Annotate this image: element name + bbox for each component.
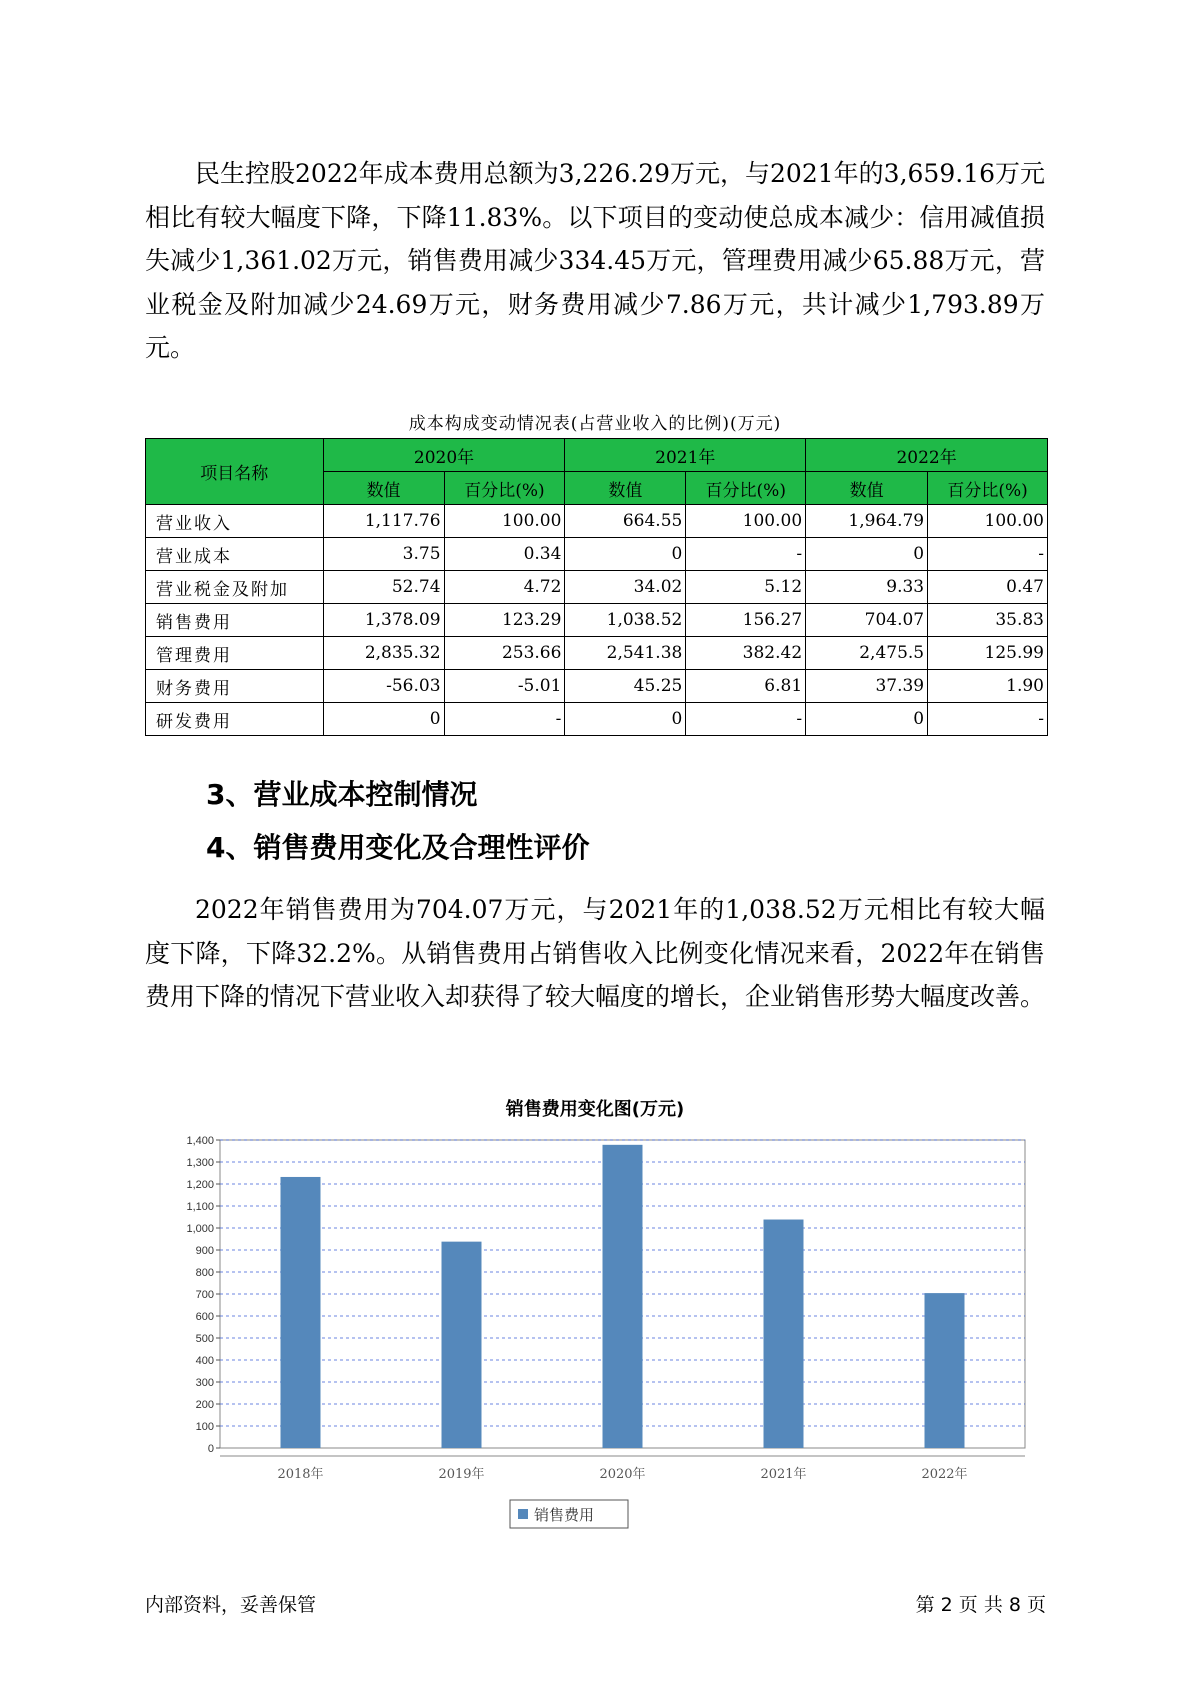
subheader-value: 数值 [565, 472, 686, 505]
footer-page-number: 第 2 页 共 8 页 [915, 1594, 1046, 1616]
bar-1 [281, 1177, 321, 1448]
x-tick-label: 2018年 [277, 1467, 324, 1482]
subheader-value: 数值 [806, 472, 928, 505]
table-cell: 0 [806, 538, 928, 571]
header-year-2020: 2020年 [323, 439, 565, 472]
y-tick-label: 1,200 [186, 1179, 214, 1191]
table-cell: 5.12 [686, 571, 806, 604]
y-tick-label: 1,000 [186, 1223, 214, 1235]
table-cell: 3.75 [323, 538, 444, 571]
y-tick-label: 800 [195, 1267, 214, 1279]
bar-3 [603, 1145, 643, 1448]
table-row [146, 637, 1048, 670]
table-cell: 1,117.76 [323, 505, 444, 538]
table-cell: - [928, 538, 1048, 571]
paragraph-sales-expense: 2022年销售费用为704.07万元，与2021年的1,038.52万元相比有较大幅度下降，下降32.2%。从销售费用占销售收入比例变化情况来看，2022年在销售费用下降的情况下营业收入却获得了较大幅度的增长，企业销售形势大幅度改善。 [145, 895, 1046, 1011]
header-year-2022: 2022年 [806, 439, 1048, 472]
table-cell: 100.00 [444, 505, 565, 538]
y-tick-label: 300 [195, 1377, 214, 1389]
table-cell: 123.29 [444, 604, 565, 637]
table-cell: 0 [323, 703, 444, 736]
table-cell: 35.83 [928, 604, 1048, 637]
footer-confidential-note: 内部资料，妥善保管 [145, 1594, 317, 1616]
table-cell: 100.00 [686, 505, 806, 538]
table-cell: 0 [565, 538, 686, 571]
table-cell: 1,378.09 [323, 604, 444, 637]
y-tick-label: 0 [207, 1443, 214, 1455]
section-heading-3: 3、营业成本控制情况 [206, 778, 478, 811]
table-cell: 704.07 [806, 604, 928, 637]
subheader-percent: 百分比(%) [686, 472, 806, 505]
table-cell: 0.47 [928, 571, 1048, 604]
table-cell: -5.01 [444, 670, 565, 703]
legend-swatch [518, 1509, 528, 1519]
table-cell: 52.74 [323, 571, 444, 604]
header-item-name: 项目名称 [146, 439, 324, 505]
subheader-percent: 百分比(%) [928, 472, 1048, 505]
table-row [146, 538, 1048, 571]
table-cell: 1,964.79 [806, 505, 928, 538]
row-name: 营业税金及附加 [146, 571, 324, 604]
bar-4 [764, 1220, 804, 1448]
table-cell: -56.03 [323, 670, 444, 703]
table-cell: 6.81 [686, 670, 806, 703]
table-cell: 0.34 [444, 538, 565, 571]
table-cell: 34.02 [565, 571, 686, 604]
y-tick-label: 200 [195, 1399, 214, 1411]
table-row [146, 703, 1048, 736]
table-cell: 100.00 [928, 505, 1048, 538]
row-name: 研发费用 [146, 703, 324, 736]
table-cell: 1.90 [928, 670, 1048, 703]
table-cell: - [928, 703, 1048, 736]
row-name: 财务费用 [146, 670, 324, 703]
y-tick-label: 900 [195, 1245, 214, 1257]
table-row [146, 670, 1048, 703]
table-cell: 125.99 [928, 637, 1048, 670]
subheader-value: 数值 [323, 472, 444, 505]
chart-title: 销售费用变化图(万元) [505, 1099, 685, 1120]
y-tick-label: 500 [195, 1333, 214, 1345]
x-tick-label: 2022年 [921, 1467, 968, 1482]
table-cell: 9.33 [806, 571, 928, 604]
header-year-2021: 2021年 [565, 439, 806, 472]
table-cell: 0 [565, 703, 686, 736]
row-name: 营业成本 [146, 538, 324, 571]
subheader-percent: 百分比(%) [444, 472, 565, 505]
row-name: 营业收入 [146, 505, 324, 538]
row-name: 管理费用 [146, 637, 324, 670]
table-cell: 382.42 [686, 637, 806, 670]
table-cell: 1,038.52 [565, 604, 686, 637]
table-cell: 4.72 [444, 571, 565, 604]
table-title: 成本构成变动情况表(占营业收入的比例)(万元) [408, 414, 782, 434]
table-cell: 45.25 [565, 670, 686, 703]
y-tick-label: 1,400 [186, 1135, 214, 1147]
bar-5 [925, 1293, 965, 1448]
table-row [146, 571, 1048, 604]
y-tick-label: 1,300 [186, 1157, 214, 1169]
table-cell: - [686, 703, 806, 736]
paragraph-cost-summary: 民生控股2022年成本费用总额为3,226.29万元，与2021年的3,659.16万元相比有较大幅度下降，下降11.83%。以下项目的变动使总成本减少：信用减值损失减少1,361.02万元，销售费用减少334.45万元，管理费用减少65.88万元，营业税金及附加减少24.69万元，财务费用减少7.86万元，共计减少1,793.89万元。 [145, 159, 1045, 362]
row-name: 销售费用 [146, 604, 324, 637]
y-tick-label: 400 [195, 1355, 214, 1367]
cost-structure-table [145, 438, 1048, 736]
legend-label: 销售费用 [534, 1506, 595, 1524]
x-tick-label: 2020年 [599, 1467, 646, 1482]
table-cell: 2,541.38 [565, 637, 686, 670]
table-cell: 156.27 [686, 604, 806, 637]
section-heading-4: 4、销售费用变化及合理性评价 [206, 831, 590, 864]
table-row [146, 604, 1048, 637]
y-tick-label: 600 [195, 1311, 214, 1323]
y-tick-label: 700 [195, 1289, 214, 1301]
table-row [146, 505, 1048, 538]
table-cell: 37.39 [806, 670, 928, 703]
sales-expense-bar-chart [145, 1120, 1045, 1560]
table-cell: 253.66 [444, 637, 565, 670]
x-tick-label: 2019年 [438, 1467, 485, 1482]
table-cell: 664.55 [565, 505, 686, 538]
y-tick-label: 1,100 [186, 1201, 214, 1213]
bar-2 [442, 1242, 482, 1448]
x-tick-label: 2021年 [760, 1467, 807, 1482]
y-tick-label: 100 [195, 1421, 214, 1433]
table-cell: 0 [806, 703, 928, 736]
table-cell: 2,835.32 [323, 637, 444, 670]
table-cell: 2,475.5 [806, 637, 928, 670]
table-cell: - [686, 538, 806, 571]
table-cell: - [444, 703, 565, 736]
